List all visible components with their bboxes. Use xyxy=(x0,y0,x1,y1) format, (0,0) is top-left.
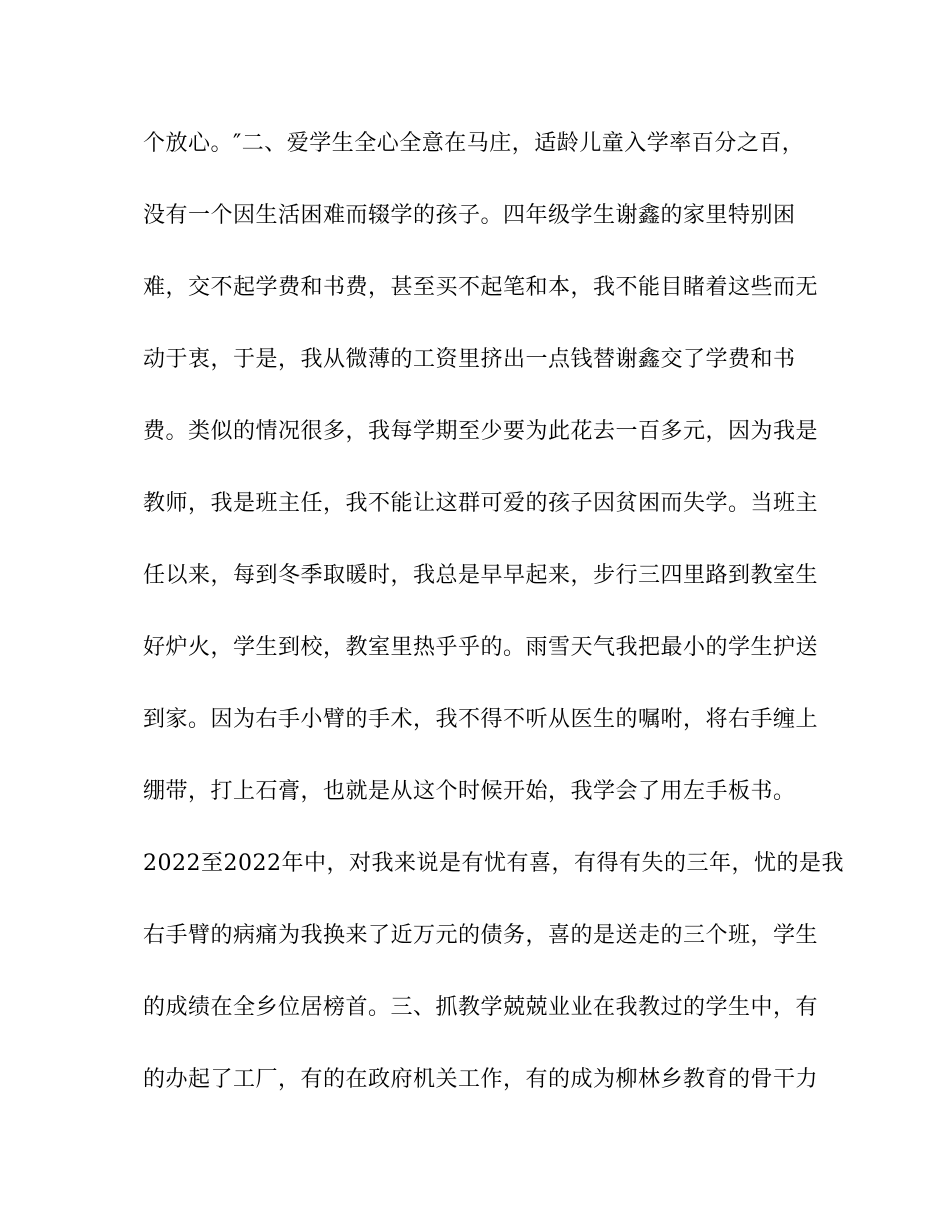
text-line: 的办起了工厂，有的在政府机关工作，有的成为柳林乡教育的骨干力 xyxy=(143,1067,819,1092)
text-line: 绷带，打上石膏，也就是从这个时候开始，我学会了用左手板书。 xyxy=(143,779,796,804)
text-line: 个放心。″二、爱学生全心全意在马庄，适龄儿童入学率百分之百， xyxy=(143,131,805,156)
text-line: 难，交不起学费和书费，甚至买不起笔和本，我不能目睹着这些而无 xyxy=(143,275,819,300)
text-line: 右手臂的病痛为我换来了近万元的债务，喜的是送走的三个班，学生 xyxy=(143,923,819,948)
text-line: 到家。因为右手小臂的手术，我不得不听从医生的嘱咐，将右手缠上 xyxy=(143,707,819,732)
text-line: 动于衷，于是，我从微薄的工资里挤出一点钱替谢鑫交了学费和书 xyxy=(143,347,796,372)
text-line: 教师，我是班主任，我不能让这群可爱的孩子因贫困而失学。当班主 xyxy=(143,491,819,516)
text-line: 的成绩在全乡位居榜首。三、抓教学兢兢业业在我教过的学生中，有 xyxy=(143,995,819,1020)
text-line: 好炉火，学生到校，教室里热乎乎的。雨雪天气我把最小的学生护送 xyxy=(143,635,819,660)
text-line: 2022至2022年中，对我来说是有忧有喜，有得有失的三年，忧的是我 xyxy=(143,851,844,876)
text-line: 费。类似的情况很多，我每学期至少要为此花去一百多元，因为我是 xyxy=(143,419,819,444)
text-line: 没有一个因生活困难而辍学的孩子。四年级学生谢鑫的家里特别困 xyxy=(143,203,796,228)
text-line: 任以来，每到冬季取暖时，我总是早早起来，步行三四里路到教室生 xyxy=(143,563,819,588)
